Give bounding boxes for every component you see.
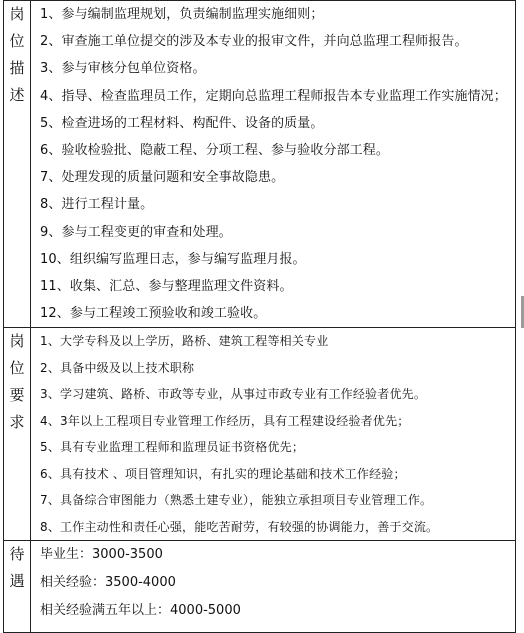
list-item: 7、 具备综合审图能力（熟悉土建专业），能独立承担项目专业管理工作。 xyxy=(40,493,433,508)
list-item: 12、 参与工程竣工预验收和竣工验收。 xyxy=(40,306,267,322)
list-item: 毕业生：3000-3500 xyxy=(40,547,163,563)
list-item: 3、 参与审核分包单位资格。 xyxy=(40,61,206,77)
list-item: 5、 检查进场的工程材料、构配件、设备的质量。 xyxy=(40,115,324,131)
list-item: 2、 审查施工单位提交的涉及本专业的报审文件，并向总监理工程师报告。 xyxy=(40,34,468,50)
label-char: 待 xyxy=(9,545,25,564)
label-char: 岗 xyxy=(9,332,25,351)
list-item: 5、 具有专业监理工程师和监理员证书资格优先； xyxy=(40,440,305,455)
list-item: 相关经验满五年以上：4000-5000 xyxy=(40,603,241,619)
list-item: 6、 具有技术 、项目管理知识，有扎实的理论基础和技术工作经验； xyxy=(40,466,406,481)
label-char: 述 xyxy=(9,86,25,104)
section-row-description xyxy=(4,1,516,328)
section-label-requirements xyxy=(4,328,31,541)
list-item: 8、 工作主动性和责任心强，能吃苦耐劳，有较强的协调能力，善于交流。 xyxy=(40,519,439,534)
job-description-table xyxy=(3,0,516,633)
list-item: 6、 验收检验批、隐蔽工程、分项工程、参与验收分部工程。 xyxy=(40,142,389,158)
section-row-requirements xyxy=(4,328,516,541)
label-char: 求 xyxy=(9,413,25,432)
list-item: 相关经验：3500-4000 xyxy=(40,575,176,591)
list-item: 1、 大学专科及以上学历，路桥、建筑工程等相关专业 xyxy=(40,334,329,349)
list-item: 2、 具备中级及以上技术职称 xyxy=(40,360,195,375)
label-char: 岗 xyxy=(9,5,25,23)
label-char: 描 xyxy=(9,59,25,77)
list-item: 7、 处理发现的质量问题和安全事故隐患。 xyxy=(40,170,285,186)
section-row-compensation xyxy=(4,541,516,633)
section-label-description xyxy=(4,1,31,328)
section-label-compensation xyxy=(4,541,31,633)
label-char: 要 xyxy=(9,386,25,405)
requirements-list xyxy=(31,328,516,541)
list-item: 11、 收集、汇总、参与整理监理文件资料。 xyxy=(40,278,293,294)
list-item: 9、 参与工程变更的审查和处理。 xyxy=(40,224,232,240)
label-char: 位 xyxy=(9,359,25,378)
compensation-list xyxy=(31,541,516,633)
list-item: 8、 进行工程计量。 xyxy=(40,197,154,213)
label-char: 位 xyxy=(9,32,25,50)
list-item: 4、 指导、检查监理员工作，定期向总监理工程师报告本专业监理工作实施情况； xyxy=(40,88,507,104)
list-item: 10、 组织编写监理日志，参与编写监理月报。 xyxy=(40,251,306,267)
list-item: 4、 3年以上工程项目专业管理工作经历，具有工程建设经验者优先； xyxy=(40,413,410,428)
duties-list xyxy=(31,1,516,328)
list-item: 3、 学习建筑、路桥、市政等专业，从事过市政专业有工作经验者优先。 xyxy=(40,387,427,402)
list-item: 1、 参与编制监理规划，负责编制监理实施细则； xyxy=(40,7,324,22)
label-char: 遇 xyxy=(9,572,25,591)
